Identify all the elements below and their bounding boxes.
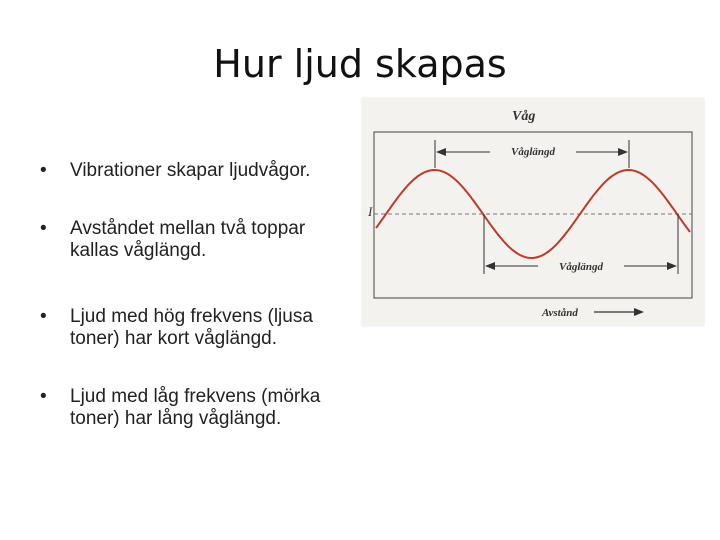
arrowhead-icon xyxy=(618,148,628,156)
bullet-icon: • xyxy=(40,160,47,181)
bullet-item xyxy=(40,386,380,430)
bullet-line: Vibrationer skapar ljudvågor. xyxy=(70,160,311,181)
distance-label: Avstånd xyxy=(542,307,578,319)
diagram-title: Våg xyxy=(512,109,536,124)
bullet-item xyxy=(40,160,380,182)
amplitude-label: I xyxy=(368,204,373,219)
bullet-line: Ljud med hög frekvens (ljusa xyxy=(70,306,313,327)
bullet-item xyxy=(40,218,380,262)
wave-diagram-svg xyxy=(362,98,704,326)
bullet-line: toner) har lång våglängd. xyxy=(70,408,282,429)
arrowhead-icon xyxy=(485,262,495,270)
slide-title: Hur ljud skapas xyxy=(213,42,507,86)
bullet-icon: • xyxy=(40,218,47,239)
wavelength-label-top: Våglängd xyxy=(510,146,556,158)
wave-diagram xyxy=(362,98,704,326)
arrowhead-icon xyxy=(634,308,644,316)
bullet-icon: • xyxy=(40,386,47,407)
bullet-item xyxy=(40,306,380,350)
bullet-line: Avståndet mellan två toppar xyxy=(70,218,306,239)
bullet-icon: • xyxy=(40,306,47,327)
bullet-line: kallas våglängd. xyxy=(70,240,207,261)
arrowhead-icon xyxy=(436,148,446,156)
wavelength-label-bottom: Våglängd xyxy=(558,261,604,273)
arrowhead-icon xyxy=(667,262,677,270)
bullet-line: Ljud med låg frekvens (mörka xyxy=(70,386,321,407)
bullet-line: toner) har kort våglängd. xyxy=(70,328,278,349)
